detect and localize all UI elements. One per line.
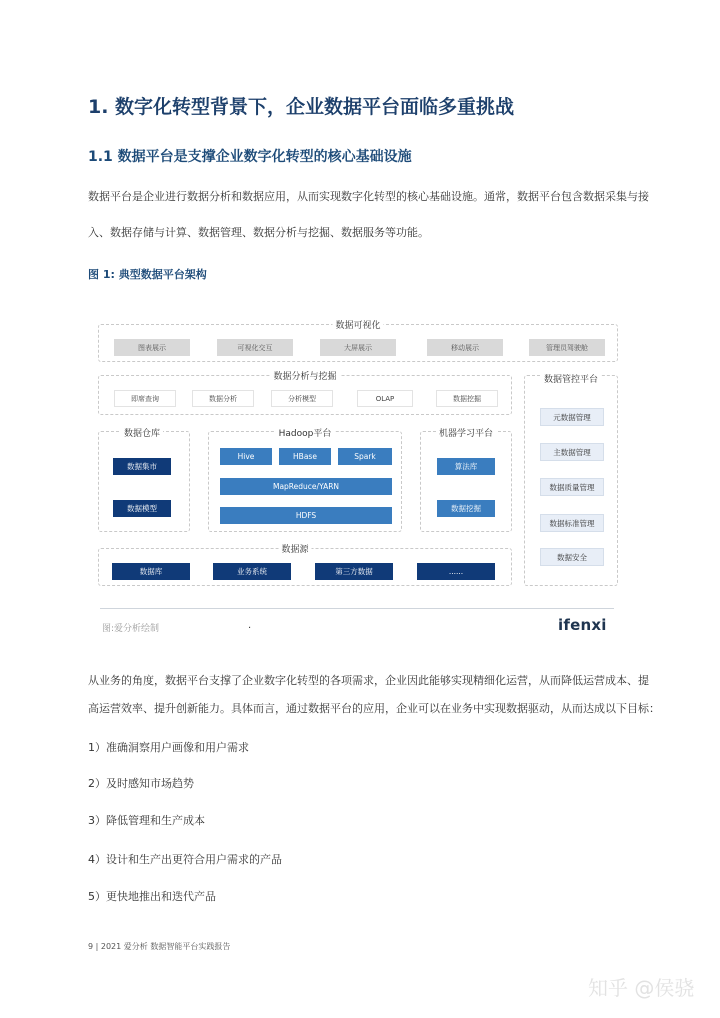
- goal-item: 2）及时感知市场趋势: [88, 777, 194, 790]
- goal-item: 3）降低管理和生产成本: [88, 814, 205, 827]
- subsection-heading: 1.1 数据平台是支撑企业数字化转型的核心基础设施: [88, 149, 412, 165]
- body-line-2: 高运营效率、提升创新能力。具体而言，通过数据平台的应用，企业可以在业务中实现数据驱动，从而达成以下目标：: [88, 702, 660, 715]
- intro-line-1: 数据平台是企业进行数据分析和数据应用，从而实现数字化转型的核心基础设施。通常，数据平台包含数据采集与接: [88, 190, 649, 203]
- governance-item: 数据安全: [540, 548, 604, 566]
- hadoop-mapreduce: MapReduce/YARN: [220, 478, 392, 495]
- datasource-item: 第三方数据: [315, 563, 393, 580]
- goal-item: 5）更快地推出和迭代产品: [88, 890, 216, 903]
- section-heading: 1. 数字化转型背景下，企业数据平台面临多重挑战: [88, 96, 515, 118]
- warehouse-item: 数据模型: [113, 500, 171, 517]
- warehouse-item: 数据集市: [113, 458, 171, 475]
- viz-item: 可视化交互: [217, 339, 293, 356]
- goal-item: 1）准确洞察用户画像和用户需求: [88, 741, 249, 754]
- hadoop-hdfs: HDFS: [220, 507, 392, 524]
- hadoop-item: Hive: [220, 448, 272, 465]
- governance-item: 主数据管理: [540, 443, 604, 461]
- body-line-1: 从业务的角度，数据平台支撑了企业数字化转型的各项需求，企业因此能够实现精细化运营，从而降低运营成本、提: [88, 674, 649, 687]
- datasource-item: ......: [417, 563, 495, 580]
- page-footer: 9 | 2021 爱分析 数据智能平台实践报告: [88, 942, 231, 951]
- datasource-item: 业务系统: [213, 563, 291, 580]
- intro-line-2: 入、数据存储与计算、数据管理、数据分析与挖掘、数据服务等功能。: [88, 226, 429, 239]
- ml-item: 算法库: [437, 458, 495, 475]
- goal-item: 4）设计和生产出更符合用户需求的产品: [88, 853, 282, 866]
- hadoop-title: Hadoop平台: [276, 426, 335, 439]
- datasource-item: 数据库: [112, 563, 190, 580]
- viz-item: 图表展示: [114, 339, 190, 356]
- warehouse-title: 数据仓库: [121, 426, 163, 439]
- analysis-item: 分析模型: [271, 390, 333, 407]
- stray-dot: .: [248, 620, 252, 631]
- watermark: 知乎 @侯骁: [588, 976, 695, 1000]
- governance-item: 元数据管理: [540, 408, 604, 426]
- ml-title: 机器学习平台: [436, 426, 496, 439]
- governance-title: 数据管控平台: [541, 372, 601, 385]
- governance-item: 数据标准管理: [540, 514, 604, 532]
- ifenxi-logo: ifenxi: [558, 616, 607, 634]
- analysis-item: OLAP: [357, 390, 413, 407]
- analysis-item: 数据分析: [192, 390, 254, 407]
- viz-item: 大屏展示: [320, 339, 396, 356]
- figure-source: 图:爱分析绘制: [102, 624, 160, 634]
- analysis-item: 数据挖掘: [436, 390, 498, 407]
- analysis-item: 即席查询: [114, 390, 176, 407]
- hadoop-item: Spark: [338, 448, 392, 465]
- viz-item: 管理员驾驶舱: [529, 339, 605, 356]
- visualization-title: 数据可视化: [332, 318, 383, 331]
- viz-item: 移动展示: [427, 339, 503, 356]
- ml-item: 数据挖掘: [437, 500, 495, 517]
- analysis-title: 数据分析与挖掘: [270, 369, 339, 382]
- datasource-title: 数据源: [278, 542, 311, 555]
- governance-item: 数据质量管理: [540, 478, 604, 496]
- hadoop-item: HBase: [279, 448, 331, 465]
- figure-label: 图 1: 典型数据平台架构: [88, 268, 207, 281]
- figure-divider: [100, 608, 614, 609]
